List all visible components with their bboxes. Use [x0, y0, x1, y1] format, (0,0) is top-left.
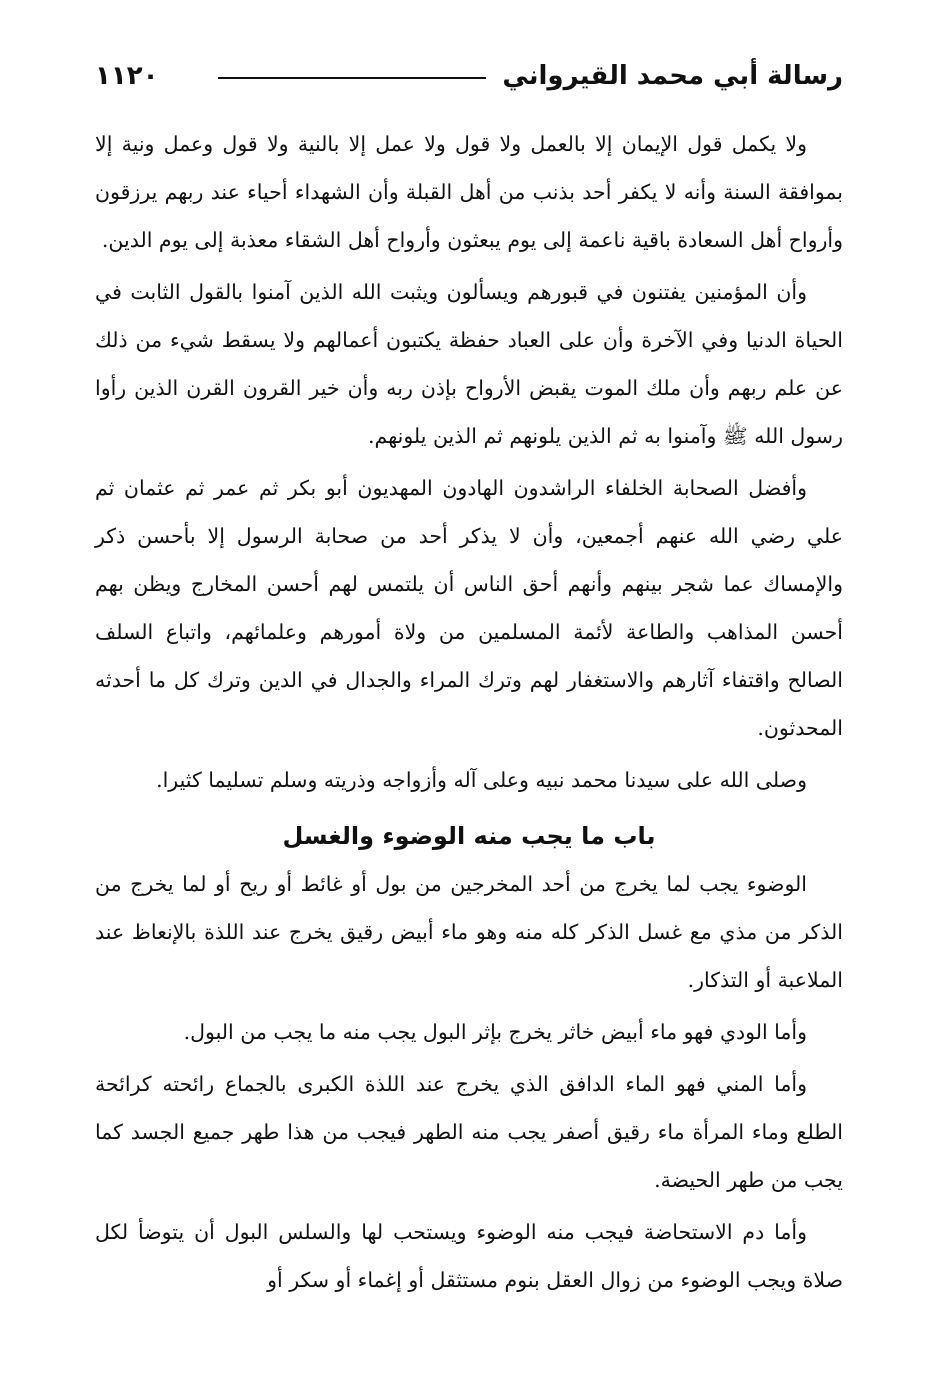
page-body: [95, 120, 843, 1308]
paragraph: وأما الودي فهو ماء أبيض خاثر يخرج بإثر البول يجب منه ما يجب من البول.: [183, 1020, 807, 1044]
section-heading: باب ما يجب منه الوضوء والغسل: [282, 822, 656, 850]
paragraph: وصلى الله على سيدنا محمد نبيه وعلى آله وأزواجه وذريته وسلم تسليما كثيرا.: [156, 768, 807, 792]
paragraph: وأما دم الاستحاضة فيجب منه الوضوء ويستحب لها والسلس البول أن يتوضأ لكل صلاة ويجب الوضوء من زوال العقل بنوم مستثقل أو إغماء أو سكر أو: [95, 1220, 843, 1292]
header-rule: [218, 77, 486, 79]
paragraph: وأما المني فهو الماء الدافق الذي يخرج عند اللذة الكبرى بالجماع رائحته كرائحة الطلع وماء المرأة ماء رقيق أصفر يجب منه الطهر فيجب من هذا طهر جميع الجسد كما يجب من طهر الحيضة.: [95, 1072, 843, 1192]
paragraph: وأفضل الصحابة الخلفاء الراشدون الهادون المهديون أبو بكر ثم عمر ثم عثمان ثم علي رضي الله عنهم أجمعين، وأن لا يذكر أحد من صحابة الرسول إلا بأحسن ذكر والإمساك عما شجر بينهم وأنهم أحق الناس أن يلتمس لهم أحسن المخارج ويظن بهم أحسن المذاهب والطاعة لأئمة المسلمين من ولاة أمورهم وعلمائهم، واتباع السلف الصالح واقتفاء آثارهم والاستغفار لهم وترك المراء والجدال في الدين وترك كل ما أحدثه المحدثون.: [95, 476, 843, 740]
running-header: [95, 58, 843, 94]
paragraph: الوضوء يجب لما يخرج من أحد المخرجين من بول أو غائط أو ريح أو لما يخرج من الذكر من مذي مع غسل الذكر كله منه وهو ماء أبيض رقيق يخرج عند اللذة بالإنعاظ عند الملاعبة أو التذكار.: [95, 872, 843, 992]
page-number: ١١٢٠: [95, 61, 159, 91]
paragraph: وأن المؤمنين يفتنون في قبورهم ويسألون ويثبت الله الذين آمنوا بالقول الثابت في الحياة الدنيا وفي الآخرة وأن على العباد حفظة يكتبون أعمالهم ولا يسقط شيء من ذلك عن علم ربهم وأن ملك الموت يقبض الأرواح بإذن ربه وأن خير القرون القرن الذين رأوا رسول الله ﷺ وآمنوا به ثم الذين يلونهم ثم الذين يلونهم.: [95, 280, 843, 448]
paragraph: ولا يكمل قول الإيمان إلا بالعمل ولا قول ولا عمل إلا بالنية ولا قول وعمل ونية إلا بموافقة السنة وأنه لا يكفر أحد بذنب من أهل القبلة وأن الشهداء أحياء عند ربهم يرزقون وأرواح أهل السعادة باقية ناعمة إلى يوم يبعثون وأرواح أهل الشقاء معذبة إلى يوم الدين.: [95, 132, 843, 252]
book-title: رسالة أبي محمد القيرواني: [502, 61, 843, 91]
